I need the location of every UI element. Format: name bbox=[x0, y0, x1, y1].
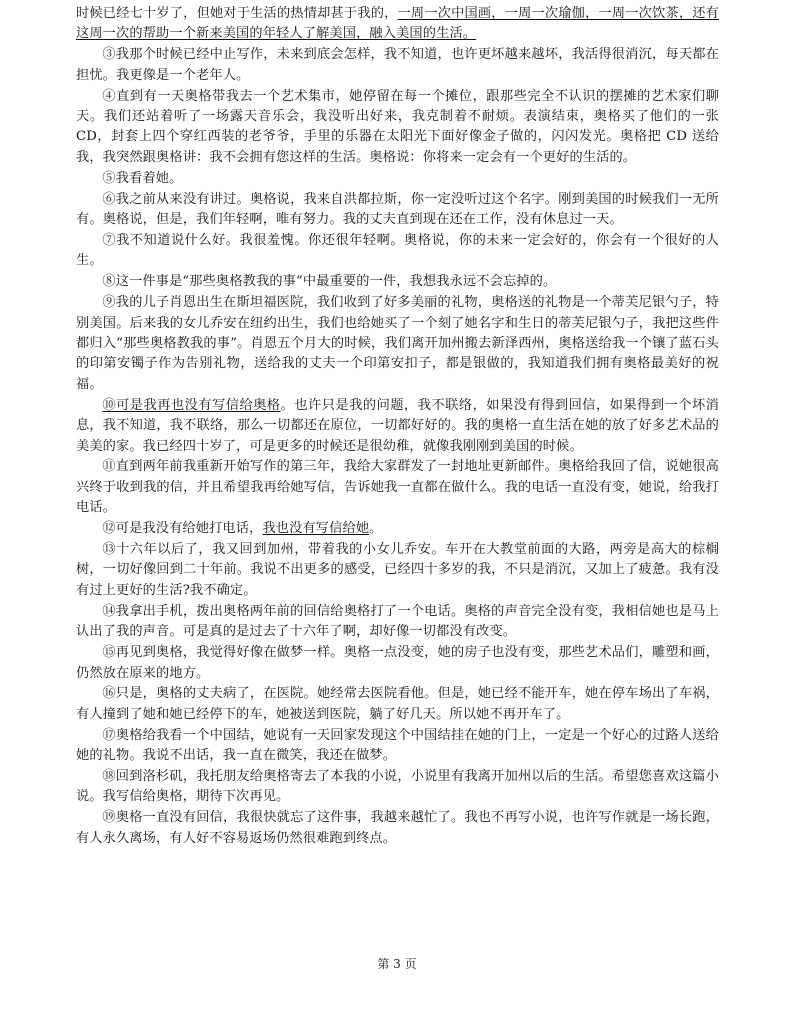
paragraph-text: ⑱回到洛杉矶，我托朋友给奥格寄去了本我的小说，小说里有我离开加州以后的生活。希望您喜欢这篇小说。我写信给奥格，期待下次再见。 bbox=[76, 769, 719, 805]
paragraph-p17 bbox=[76, 726, 719, 767]
page-number: 第 3 页 bbox=[377, 957, 417, 971]
paragraph-p10 bbox=[76, 396, 719, 457]
paragraph-text: ⑦我不知道说什么好。我很羞愧。你还很年轻啊。奥格说，你的未来一定会好的，你会有一个很好的人生。 bbox=[76, 232, 719, 269]
paragraph-text: ⑯只是，奥格的丈夫病了，在医院。她经常去医院看他。但是，她已经不能开车，她在停车场出了车祸，有人撞到了她和她已经停下的车，她被送到医院，躺了好几天。所以她不再开车了。 bbox=[76, 686, 719, 722]
underlined-text: 一周一次中国画，一周一次瑜伽，一周一次饮茶，还有这周一次的帮助一个新来美国的年轻人了解美国，融入美国的生活。 bbox=[76, 6, 719, 42]
paragraph-text: ⑭我拿出手机，拨出奥格两年前的回信给奥格打了一个电话。奥格的声音完全没有变，我相信她也是马上认出了我的声音。可是真的是过去了十六年了啊，却好像一切都没有改变。 bbox=[76, 603, 719, 640]
paragraph-p4 bbox=[76, 87, 719, 169]
paragraph-text: ⑲奥格一直没有回信，我很快就忘了这件事，我越来越忙了。我也不再写小说，也许写作就是一场长跑，有人永久离场，有人好不容易返场仍然很难跑到终点。 bbox=[76, 810, 719, 846]
paragraph-p13 bbox=[76, 540, 719, 601]
paragraph-text: ④直到有一天奥格带我去一个艺术集市，她停留在每一个摊位，跟那些完全不认识的摆摊的艺术家们聊天。我们还站着听了一场露天音乐会，我没听出好来，我克制着不耐烦。表演结束，奥格买了他们的一张 CD，封套上四个穿红西装的老爷爷，手里的乐器在太阳光下面好像金子做的，闪闪发光。奥格把 CD 送给我，我突然跟奥格讲：我不会拥有您这样的生活。奥格说：你将来一定会有一个更好的生活的。 bbox=[76, 88, 719, 165]
paragraph-text: ⑰奥格给我看一个中国结，她说有一天回家发现这个中国结挂在她的门上，一定是一个好心的过路人送给她的礼物。我说不出话，我一直在微笑，我还在做梦。 bbox=[76, 727, 719, 764]
underlined-text: ⑩可是我再也没有写信给奥格 bbox=[102, 397, 281, 413]
paragraph-text: ⑥我之前从来没有讲过。奥格说，我来自洪都拉斯，你一定没听过这个名字。刚到美国的时候我们一无所有。奥格说，但是，我们年轻啊，唯有努力。我的丈夫直到现在还在工作，没有休息过一天。 bbox=[76, 191, 719, 228]
article-body bbox=[76, 4, 719, 850]
paragraph-p6 bbox=[76, 190, 719, 231]
paragraph-p16 bbox=[76, 684, 719, 725]
paragraph-p12 bbox=[76, 519, 719, 539]
underlined-text: 我也没有写信给她 bbox=[262, 521, 370, 537]
paragraph-text: ⑤我看着她。 bbox=[102, 170, 183, 186]
paragraph-text: 。 bbox=[369, 521, 383, 537]
paragraph-text: ⑬十六年以后了，我又回到加州，带着我的小女儿乔安。车开在大教堂前面的大路，两旁是高大的棕榈树，一切好像回到二十年前。我说不出更多的感受，已经四十多岁的我，不只是消沉，又加上了疲惫。我有没有过上更好的生活?我不确定。 bbox=[76, 542, 719, 598]
paragraph-text: ⑫可是我没有给她打电话， bbox=[102, 521, 263, 537]
paragraph-p18 bbox=[76, 767, 719, 808]
paragraph-p9 bbox=[76, 293, 719, 395]
paragraph-p5 bbox=[76, 169, 719, 189]
paragraph-p19 bbox=[76, 808, 719, 849]
paragraph-p14 bbox=[76, 602, 719, 643]
paragraph-p7 bbox=[76, 231, 719, 272]
paragraph-p8 bbox=[76, 272, 719, 292]
paragraph-text: ⑪直到两年前我重新开始写作的第三年，我给大家群发了一封地址更新邮件。奥格给我回了信，说她很高兴终于收到我的信，并且希望我再给她写信，告诉她我一直都在做什么。我的电话一直没有变，她说，给我打电话。 bbox=[76, 459, 719, 516]
paragraph-text: ③我那个时候已经中止写作，未来到底会怎样，我不知道，也许更坏越来越坏，我活得很消沉，每天都在担忧。我更像是一个老年人。 bbox=[76, 47, 719, 83]
paragraph-text: ⑮再见到奥格，我觉得好像在做梦一样。奥格一点没变，她的房子也没有变，那些艺术品们，雕塑和画，仍然放在原来的地方。 bbox=[76, 645, 719, 681]
paragraph-p3 bbox=[76, 45, 719, 86]
paragraph-p11 bbox=[76, 457, 719, 518]
paragraph-text: 。也许只是我的问题，我不联络，如果没有得到回信，如果得到一个坏消息，我不知道，我不联络，那么一切都还在原位，一切都好好的。我的奥格一直生活在她的放了好多艺术品的美美的家。我已经四十岁了，可是更多的时候还是很幼稚，就像我刚刚到美国的时候。 bbox=[76, 397, 720, 454]
paragraph-p15 bbox=[76, 643, 719, 684]
paragraph-p-cont bbox=[76, 4, 719, 45]
paragraph-text: 时候已经七十岁了，但她对于生活的热情却甚于我的， bbox=[76, 6, 398, 21]
paragraph-text: ⑨我的儿子肖恩出生在斯坦福医院，我们收到了好多美丽的礼物，奥格送的礼物是一个蒂芙尼银勺子，特别美国。后来我的女儿乔安在纽约出生，我们也给她买了一个刻了她名字和生日的蒂芙尼银勺子，我把这些件都归入“那些奥格教我的事”。肖恩五个月大的时候，我们离开加州搬去新泽西州，奥格送给我一个镶了蓝石头的印第安镯子作为告别礼物，送给我的丈夫一个印第安扣子，都是银做的，我知道我们拥有奥格最美好的祝福。 bbox=[76, 295, 719, 392]
paragraph-text: ⑧这一件事是“那些奥格教我的事”中最重要的一件，我想我永远不会忘掉的。 bbox=[102, 274, 557, 290]
